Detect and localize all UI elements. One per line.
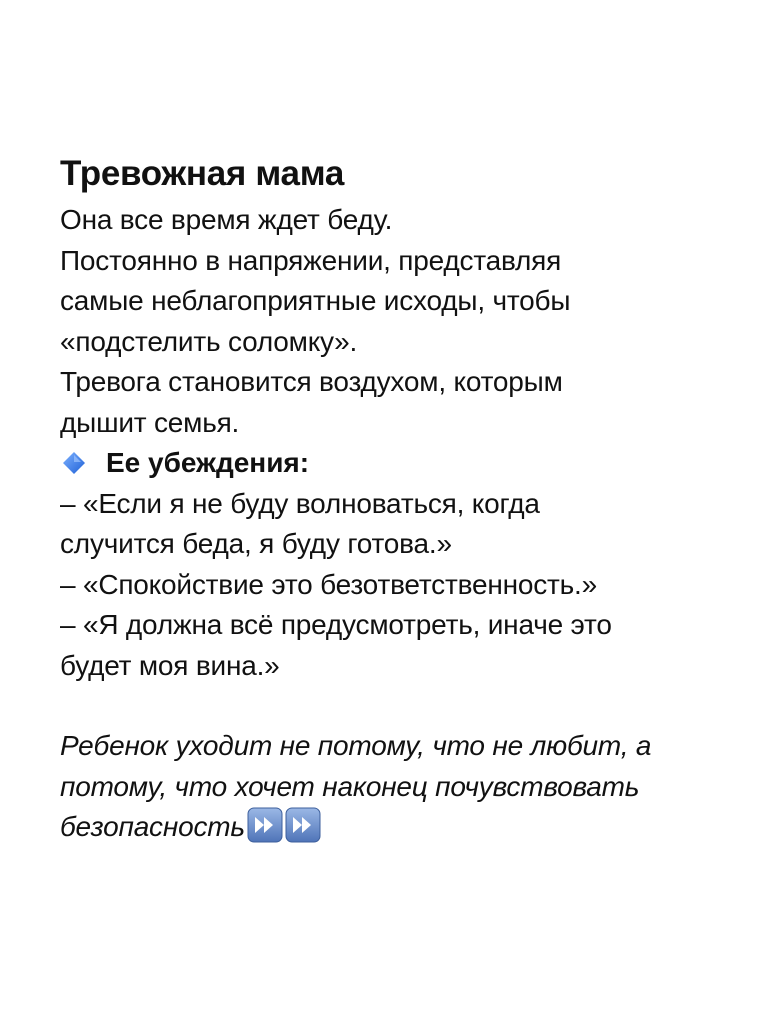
beliefs-heading-text: Ее убеждения: [106, 447, 310, 478]
conclusion-paragraph [60, 726, 740, 848]
intro-paragraph [60, 200, 740, 443]
intro-line: Постоянно в напряжении, представляя [60, 244, 562, 276]
intro-line: дышит семья. [60, 406, 240, 438]
intro-line: Тревога становится воздухом, которым [60, 366, 563, 397]
belief-line: – «Если я не буду волноваться, когда [60, 487, 540, 519]
beliefs-heading [60, 443, 740, 484]
belief-line: случится беда, я буду готова.» [60, 528, 452, 559]
intro-line: «подстелить соломку». [60, 325, 358, 357]
belief-line: – «Я должна всё предусмотреть, иначе это [60, 609, 612, 640]
post-title: Тревожная мама [60, 154, 345, 193]
intro-line: Она все время ждет беду. [60, 204, 393, 235]
intro-line: самые неблагоприятные исходы, чтобы [60, 285, 571, 316]
conclusion-line: потому, что хочет наконец почувствовать [60, 770, 640, 802]
conclusion-last-line [60, 807, 740, 848]
blue-diamond-icon [62, 451, 86, 475]
paragraph-spacer [60, 686, 740, 726]
beliefs-list [60, 484, 740, 687]
fast-forward-icon [247, 807, 283, 843]
conclusion-line: безопасность [60, 811, 245, 842]
post-content [60, 152, 740, 848]
fast-forward-icon [285, 807, 321, 843]
belief-line: будет моя вина.» [60, 649, 280, 681]
belief-line: – «Спокойствие это безответственность.» [60, 568, 597, 600]
conclusion-line: Ребенок уходит не потому, что не любит, а [60, 730, 652, 761]
